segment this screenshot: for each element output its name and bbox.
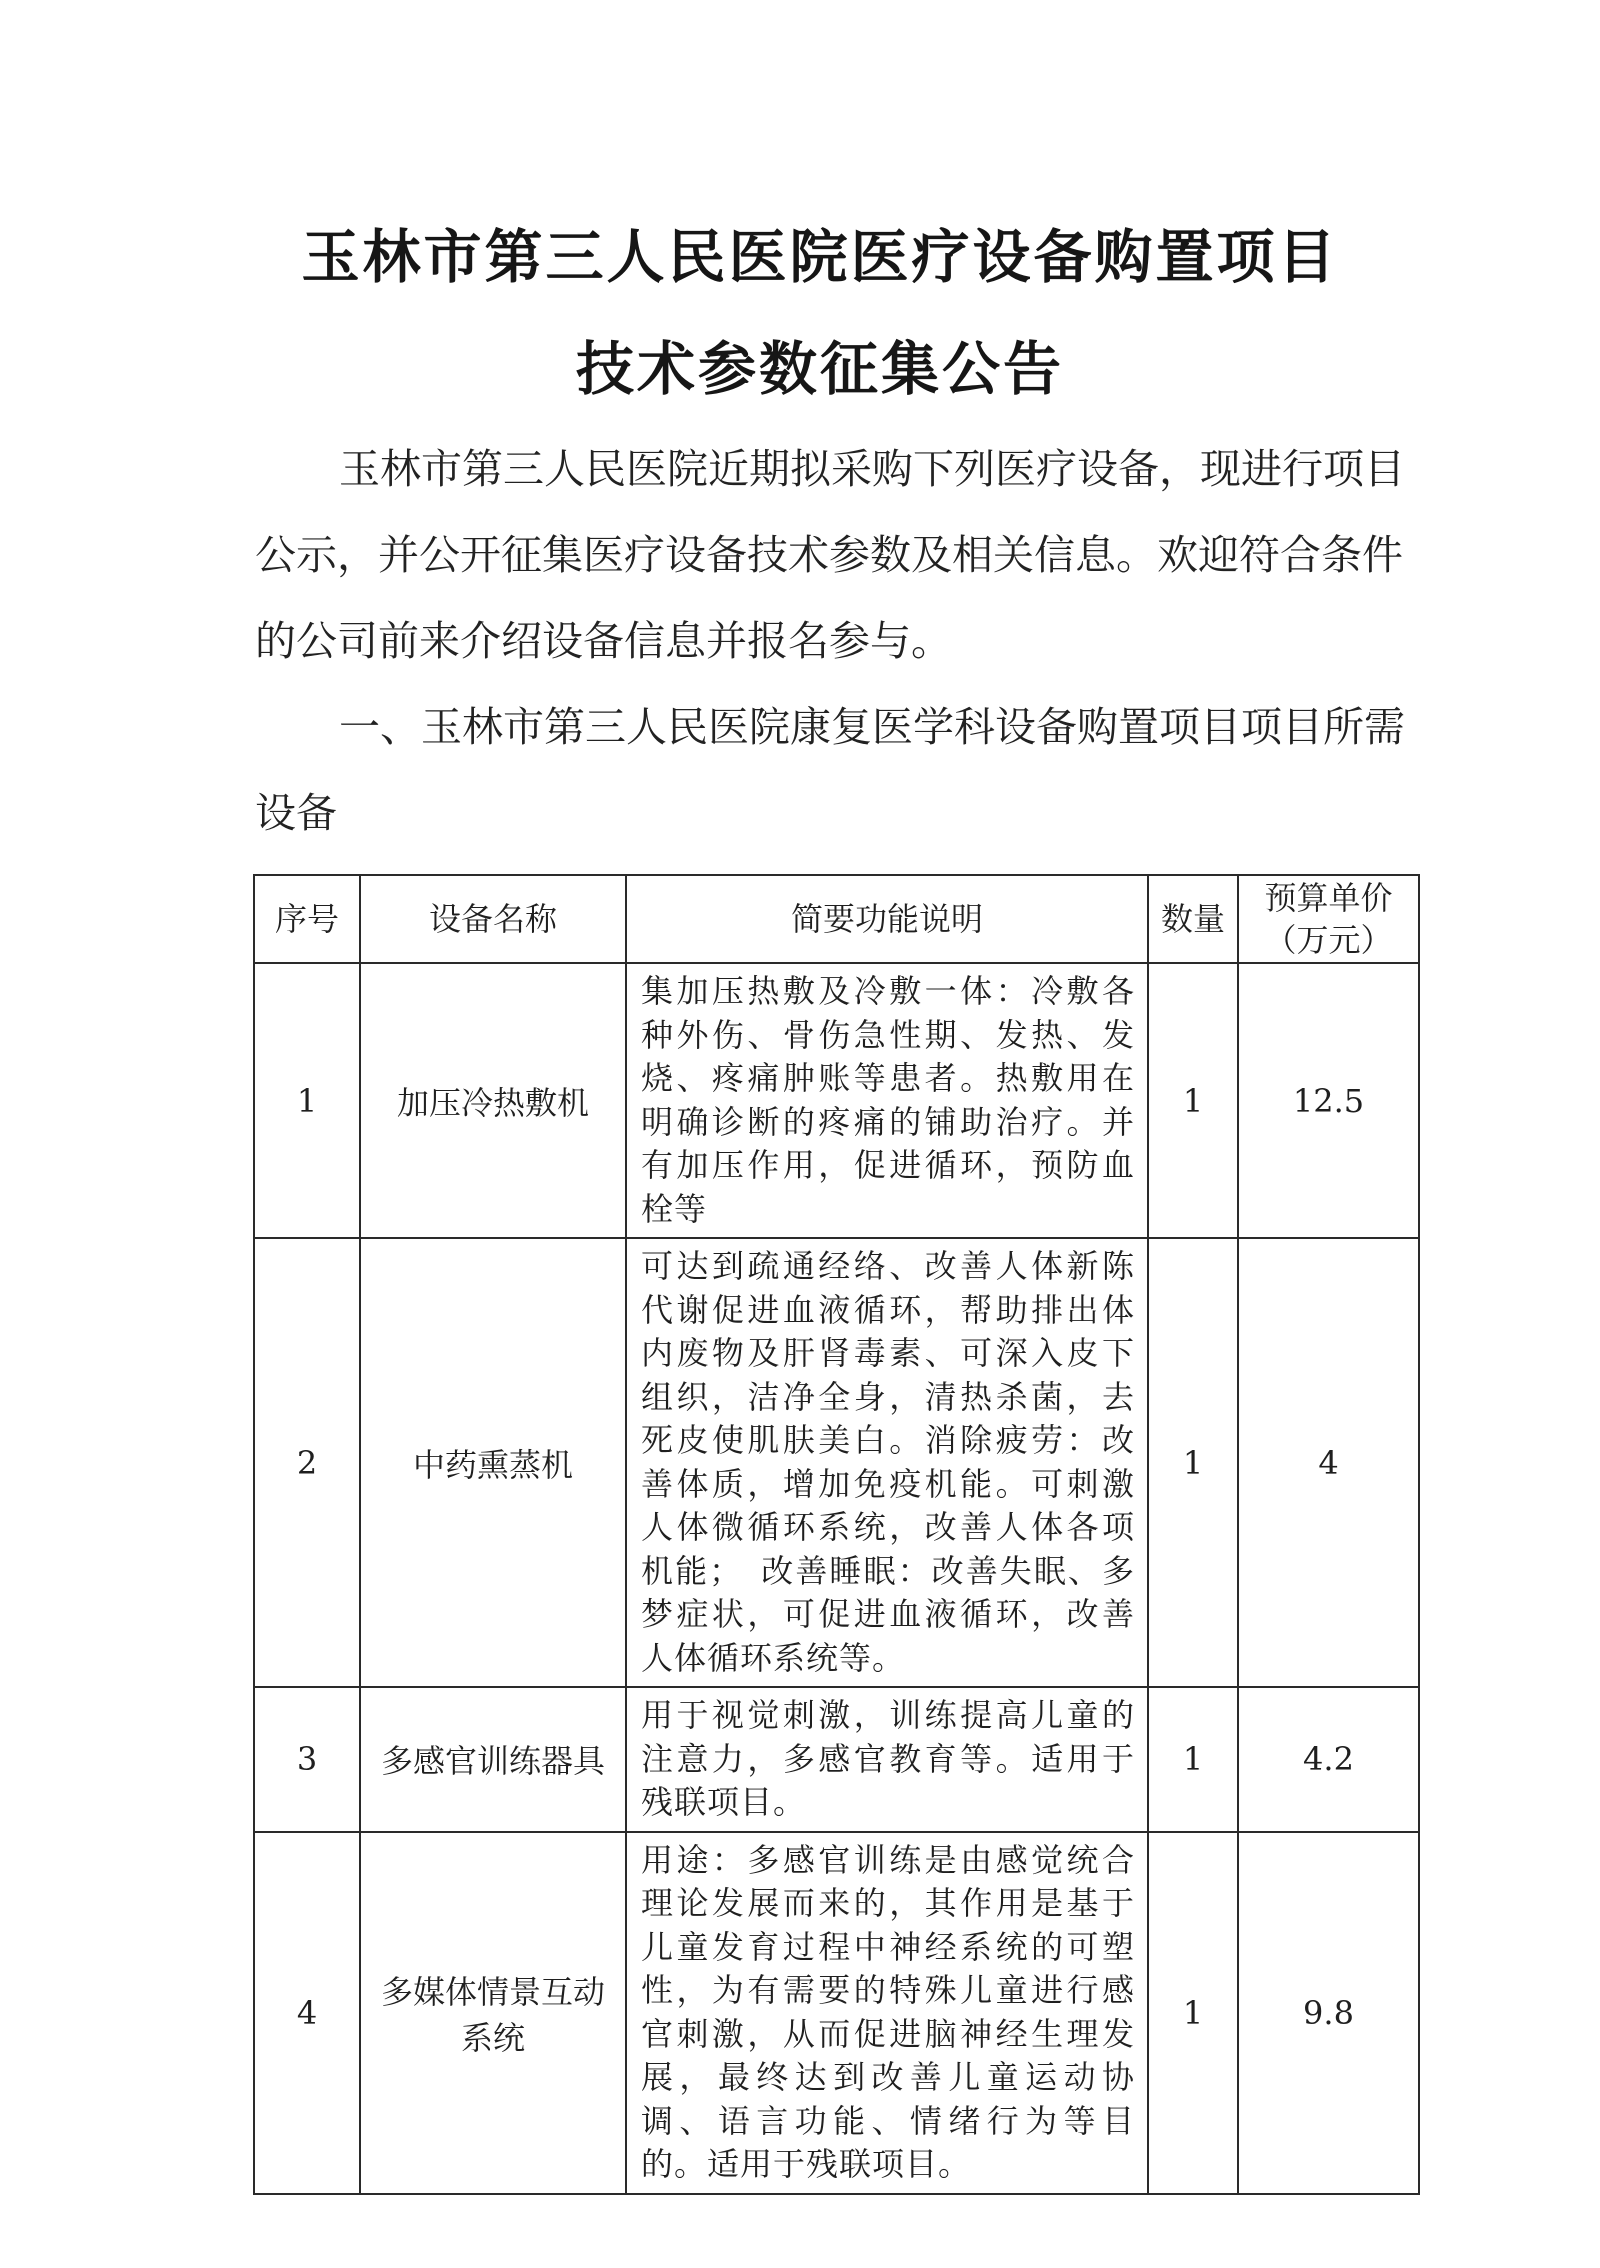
cell-no: 2 bbox=[254, 1238, 360, 1687]
cell-price: 9.8 bbox=[1238, 1832, 1419, 2194]
header-desc: 简要功能说明 bbox=[626, 875, 1148, 963]
section-heading: 一、玉林市第三人民医院康复医学科设备购置项目项目所需设备 bbox=[255, 703, 1405, 837]
cell-desc: 可达到疏通经络、改善人体新陈代谢促进血液循环，帮助排出体内废物及肝肾毒素、可深入皮下组织，洁净全身，清热杀菌，去死皮使肌肤美白。消除疲劳：改善体质，增加免疫机能。可刺激人体微循环系统，改善人体各项机能； 改善睡眠：改善失眠、多梦症状，可促进血液循环，改善人体循环系统等。 bbox=[626, 1238, 1148, 1687]
page-title: 玉林市第三人民医院医疗设备购置项目 bbox=[301, 223, 1339, 291]
cell-desc: 用于视觉刺激，训练提高儿童的注意力，多感官教育等。适用于残联项目。 bbox=[626, 1687, 1148, 1832]
cell-qty: 1 bbox=[1148, 1832, 1238, 2194]
equipment-table bbox=[253, 874, 1420, 2195]
cell-no: 1 bbox=[254, 963, 360, 1238]
cell-name: 中药熏蒸机 bbox=[360, 1238, 626, 1687]
header-qty: 数量 bbox=[1148, 875, 1238, 963]
cell-no: 3 bbox=[254, 1687, 360, 1832]
cell-qty: 1 bbox=[1148, 1238, 1238, 1687]
cell-desc: 集加压热敷及冷敷一体：冷敷各种外伤、骨伤急性期、发热、发烧、疼痛肿账等患者。热敷用在明确诊断的疼痛的铺助治疗。并有加压作用，促进循环，预防血栓等 bbox=[626, 963, 1148, 1238]
header-no: 序号 bbox=[254, 875, 360, 963]
cell-name: 多感官训练器具 bbox=[360, 1687, 626, 1832]
intro-paragraph: 玉林市第三人民医院近期拟采购下列医疗设备，现进行项目公示，并公开征集医疗设备技术参数及相关信息。欢迎符合条件的公司前来介绍设备信息并报名参与。 bbox=[255, 445, 1405, 665]
table-row bbox=[254, 1832, 1419, 2194]
cell-name: 加压冷热敷机 bbox=[360, 963, 626, 1238]
cell-no: 4 bbox=[254, 1832, 360, 2194]
header-price: 预算单价（万元） bbox=[1238, 875, 1419, 963]
cell-price: 12.5 bbox=[1238, 963, 1419, 1238]
table-row bbox=[254, 963, 1419, 1238]
cell-desc: 用途：多感官训练是由感觉统合理论发展而来的，其作用是基于儿童发育过程中神经系统的可塑性，为有需要的特殊儿童进行感官刺激，从而促进脑神经生理发展，最终达到改善儿童运动协调、语言功能、情绪行为等目的。适用于残联项目。 bbox=[626, 1832, 1148, 2194]
cell-price: 4 bbox=[1238, 1238, 1419, 1687]
cell-qty: 1 bbox=[1148, 963, 1238, 1238]
table-row bbox=[254, 1238, 1419, 1687]
table-row bbox=[254, 1687, 1419, 1832]
cell-qty: 1 bbox=[1148, 1687, 1238, 1832]
page-subtitle: 技术参数征集公告 bbox=[575, 335, 1064, 403]
cell-price: 4.2 bbox=[1238, 1687, 1419, 1832]
cell-name: 多媒体情景互动系统 bbox=[360, 1832, 626, 2194]
table-header-row bbox=[254, 875, 1419, 963]
header-name: 设备名称 bbox=[360, 875, 626, 963]
